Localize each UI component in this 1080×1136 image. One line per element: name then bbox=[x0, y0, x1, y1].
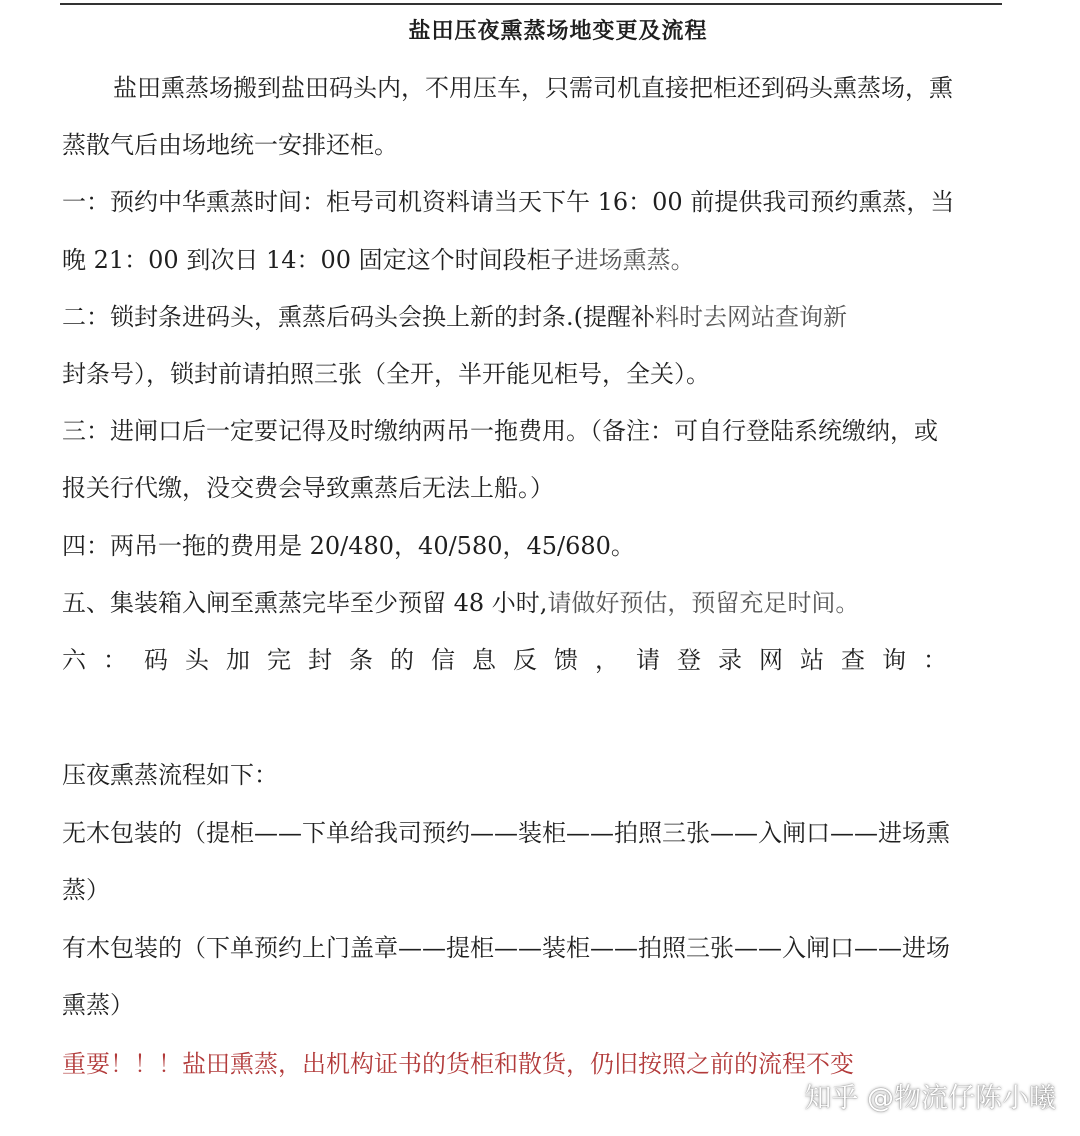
top-rule bbox=[60, 3, 1002, 5]
item5-overlay: 请做好预估，预留充足时间。 bbox=[547, 589, 860, 617]
item2-line-1-text: 二：锁封条进码头，熏蒸后码头会换上新的封条.(提醒补 bbox=[62, 303, 655, 331]
flow-no-wood-line-1: 无木包装的（提柜——下单给我司预约——装柜——拍照三张——入闸口——进场熏 bbox=[62, 819, 950, 847]
item1-line-1: 一：预约中华熏蒸时间：柜号司机资料请当天下午 16：00 前提供我司预约熏蒸，当 bbox=[62, 188, 955, 216]
zhihu-watermark: 知乎 @物流仔陈小曦 bbox=[804, 1083, 1056, 1114]
item6-line: 六：码头加完封条的信息反馈，请登录网站查询： bbox=[62, 646, 964, 674]
flow-title: 压夜熏蒸流程如下： bbox=[62, 761, 278, 789]
item3-line-2: 报关行代缴，没交费会导致熏蒸后无法上船。） bbox=[62, 474, 554, 502]
item3-line-1: 三：进闸口后一定要记得及时缴纳两吊一拖费用。（备注：可自行登陆系统缴纳，或 bbox=[62, 417, 938, 445]
flow-wood-line-1: 有木包装的（下单预约上门盖章——提柜——装柜——拍照三张——入闸口——进场 bbox=[62, 934, 950, 962]
item5-text: 五、集装箱入闸至熏蒸完毕至少预留 48 小时, bbox=[62, 589, 548, 617]
item1-line-2-overlay: 进场熏蒸。 bbox=[574, 246, 695, 274]
item2-line-1 bbox=[62, 301, 847, 333]
item2-line-2: 封条号），锁封前请拍照三张（全开，半开能见柜号，全关）。 bbox=[62, 360, 710, 388]
intro-line-2: 蒸散气后由场地统一安排还柜。 bbox=[62, 131, 398, 159]
item1-line-2 bbox=[62, 244, 695, 276]
important-notice: 重要！！！盐田熏蒸，出机构证书的货柜和散货，仍旧按照之前的流程不变 bbox=[62, 1050, 854, 1078]
item4-line: 四：两吊一拖的费用是 20/480，40/580，45/680。 bbox=[62, 532, 635, 560]
item1-line-2-text: 晚 21：00 到次日 14：00 固定这个时间段柜子 bbox=[62, 246, 575, 274]
item5-line bbox=[62, 587, 859, 619]
flow-no-wood-line-2: 蒸） bbox=[62, 876, 110, 904]
intro-line-1: 盐田熏蒸场搬到盐田码头内，不用压车，只需司机直接把柜还到码头熏蒸场，熏 bbox=[113, 74, 953, 102]
item2-line-1-overlay: 料时去网站查询新 bbox=[655, 303, 847, 331]
document-title: 盐田压夜熏蒸场地变更及流程 bbox=[408, 18, 708, 44]
flow-wood-line-2: 熏蒸） bbox=[62, 991, 134, 1019]
